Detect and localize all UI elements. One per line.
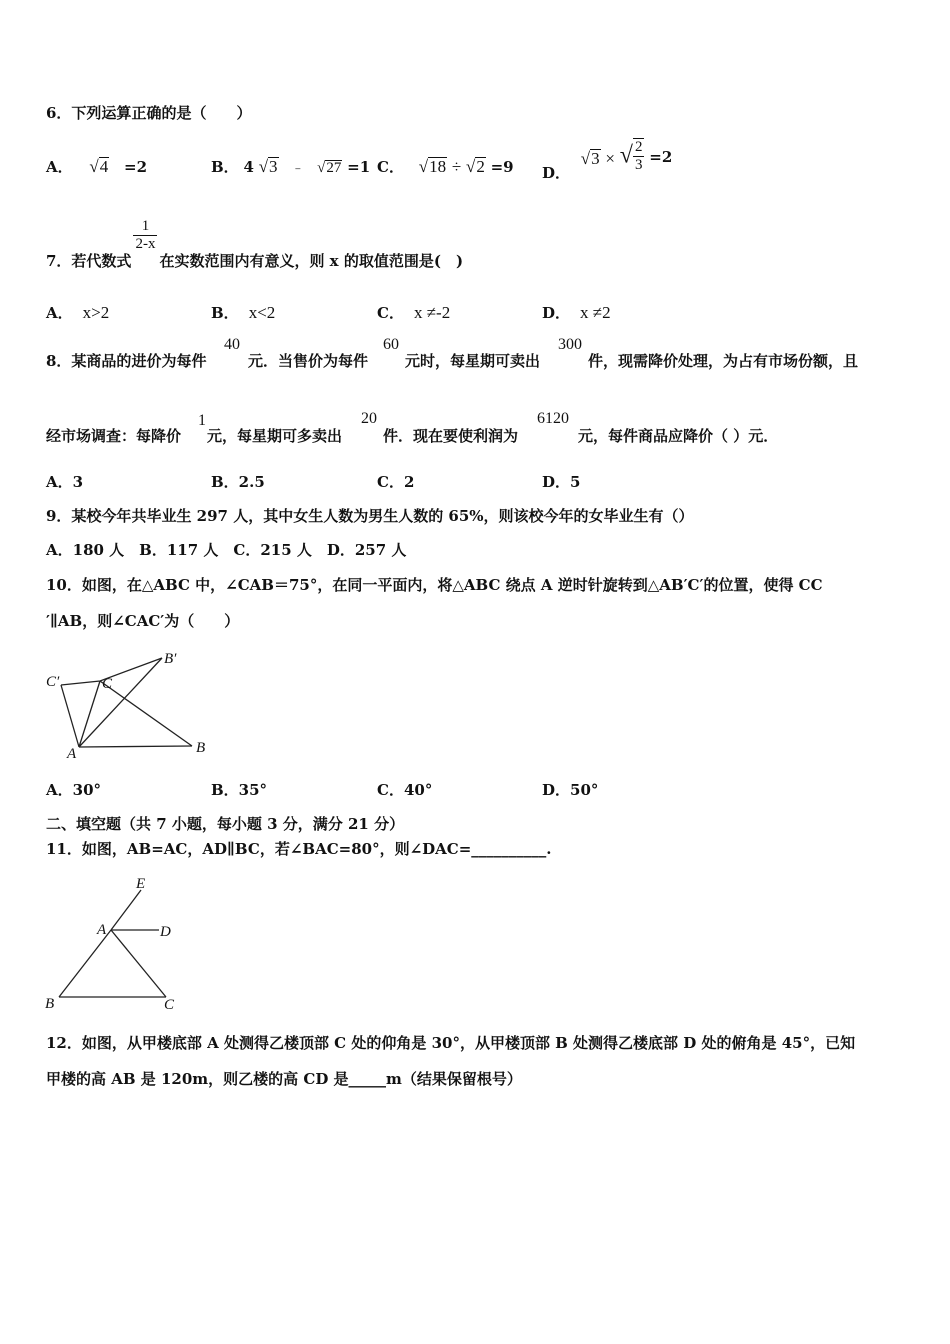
q7-b-value: x<2 <box>248 303 276 322</box>
q6-d-num: 2 <box>634 139 643 155</box>
q10-label-b: B <box>196 740 206 756</box>
q8-n2: 60 <box>383 336 399 353</box>
q10-label-a: A <box>67 746 77 762</box>
q9-options: A．180 人 B．117 人 C．215 人 D．257 人 <box>46 541 407 559</box>
q10-line-c-b <box>100 681 192 746</box>
q11-label-b: B <box>45 996 55 1012</box>
q8-n4: 1 <box>198 412 206 429</box>
q6-d-label: D． <box>542 164 571 182</box>
q8-n3: 300 <box>558 336 582 353</box>
q10-option-a: A．30° <box>46 781 102 799</box>
q7-stem-post: 在实数范围内有意义，则 x 的取值范围是( ) <box>159 251 464 270</box>
q6-d-times: × <box>605 149 616 168</box>
q6-b-radicand1: 3 <box>269 157 278 176</box>
q6-c-radicand1: 18 <box>429 157 447 176</box>
q6-d-result: =2 <box>649 148 673 166</box>
q8-line2-a: 经市场调查：每降价 <box>46 427 182 445</box>
q12-line2: 甲楼的高 AB 是 120m，则乙楼的高 CD 是_____m（结果保留根号） <box>46 1070 522 1088</box>
q10-option-d: D．50° <box>542 781 599 799</box>
q10-label-b-prime: B′ <box>164 651 177 667</box>
q6-c-radicand2: 2 <box>476 157 485 176</box>
q7-b-label: B． <box>211 304 239 322</box>
q7-d-value: x ≠2 <box>580 303 611 322</box>
q8-option-d: D．5 <box>542 473 581 491</box>
q6-a-label: A． <box>46 158 73 176</box>
q8-line2-b: 元，每星期可多卖出 <box>207 427 343 445</box>
q6-c-div: ÷ <box>451 157 462 176</box>
q6-stem: 6．下列运算正确的是（ ） <box>46 104 252 122</box>
q7-option-c <box>377 302 450 323</box>
q9-stem: 9．某校今年共毕业生 297 人，其中女生人数为男生人数的 65%，则该校今年的女毕业生有（） <box>46 507 694 525</box>
q6-b-radicand2: 27 <box>326 160 342 176</box>
q11-label-a: A <box>97 922 107 938</box>
q10-line-a-b <box>79 746 192 747</box>
q6-option-b: B． 4 √3 ﹣ √27 =1 <box>211 157 371 176</box>
q11-line-a-e <box>111 890 141 930</box>
q7-c-value: x ≠-2 <box>413 303 451 322</box>
q10-label-c: C <box>102 676 113 692</box>
q6-b-result: =1 <box>347 158 371 176</box>
q10-option-c: C．40° <box>377 781 433 799</box>
q11-line-b-a <box>59 930 111 997</box>
q8-option-c: C．2 <box>377 473 415 491</box>
q7-a-label: A． <box>46 304 73 322</box>
q7-frac-num: 1 <box>133 218 157 236</box>
q8-line2-d: 元，每件商品应降价（ ）元． <box>578 427 779 445</box>
q6-a-result: =2 <box>124 158 148 176</box>
q8-n5: 20 <box>361 410 377 427</box>
q6-b-coef: 4 <box>243 158 254 176</box>
q10-line-a-c <box>79 681 100 747</box>
q6-d-den: 3 <box>634 157 643 173</box>
q12-line1: 12．如图，从甲楼底部 A 处测得乙楼顶部 C 处的仰角是 30°，从甲楼顶部 B 处测得乙楼底部 D 处的俯角是 45°，已知 <box>46 1034 856 1052</box>
q8-line2-c: 件．现在要使利润为 <box>383 427 519 445</box>
q11-label-c: C <box>164 997 175 1013</box>
q11-label-e: E <box>136 876 146 892</box>
q11-figure <box>40 870 180 1015</box>
q8-option-a: A．3 <box>46 473 84 491</box>
q10-line-c1-a <box>61 685 79 747</box>
q10-line-a-b1 <box>79 658 162 747</box>
q6-b-minus: ﹣ <box>291 160 305 175</box>
q6-c-label: C． <box>377 158 404 176</box>
q7-option-d <box>542 302 611 323</box>
q10-option-b: B．35° <box>211 781 268 799</box>
q10-label-c-prime: C′ <box>46 674 60 690</box>
q10-line2: ′∥AB，则∠CAC′为（ ） <box>46 612 240 630</box>
q10-figure <box>40 645 220 765</box>
q8-line1-b: 元．当售价为每件 <box>248 352 369 370</box>
q7-a-value: x>2 <box>82 303 110 322</box>
q6-b-label: B． <box>211 158 239 176</box>
q8-n1: 40 <box>224 336 240 353</box>
q7-frac-den: 2-x <box>135 236 156 252</box>
q6-d-radicand1: 3 <box>591 149 600 168</box>
q6-c-result: =9 <box>490 158 514 176</box>
q8-line1-c: 元时，每星期可卖出 <box>405 352 541 370</box>
q6-option-a: A． √4 =2 <box>46 157 148 176</box>
q8-n6: 6120 <box>537 410 569 427</box>
q7-option-b <box>211 302 275 323</box>
q7-stem <box>46 218 464 270</box>
section-2-title: 二、填空题（共 7 小题，每小题 3 分，满分 21 分） <box>46 815 405 833</box>
q8-option-b: B．2.5 <box>211 473 265 491</box>
q7-d-label: D． <box>542 304 571 322</box>
q11-line-a-c <box>111 930 166 997</box>
q8-line1-a: 8．某商品的进价为每件 <box>46 352 207 370</box>
q8-line1-d: 件，现需降价处理，为占有市场份额，且 <box>588 352 859 370</box>
q6-a-radicand: 4 <box>99 157 109 176</box>
q6-option-c: C． √18 ÷ √2 =9 <box>377 157 514 176</box>
q11-label-d: D <box>160 924 171 940</box>
q6-option-d: D． √3 × √ $\frac{2}{3}$ =2 <box>542 139 673 182</box>
q11-stem: 11．如图，AB=AC，AD∥BC，若∠BAC=80°，则∠DAC=__________. <box>46 840 552 858</box>
q7-option-a <box>46 302 109 323</box>
q10-line1: 10．如图，在△ABC 中，∠CAB＝75°，在同一平面内，将△ABC 绕点 A 逆时针旋转到△AB′C′的位置，使得 CC <box>46 576 823 594</box>
q7-c-label: C． <box>377 304 404 322</box>
q7-stem-pre: 7．若代数式 <box>46 251 132 270</box>
